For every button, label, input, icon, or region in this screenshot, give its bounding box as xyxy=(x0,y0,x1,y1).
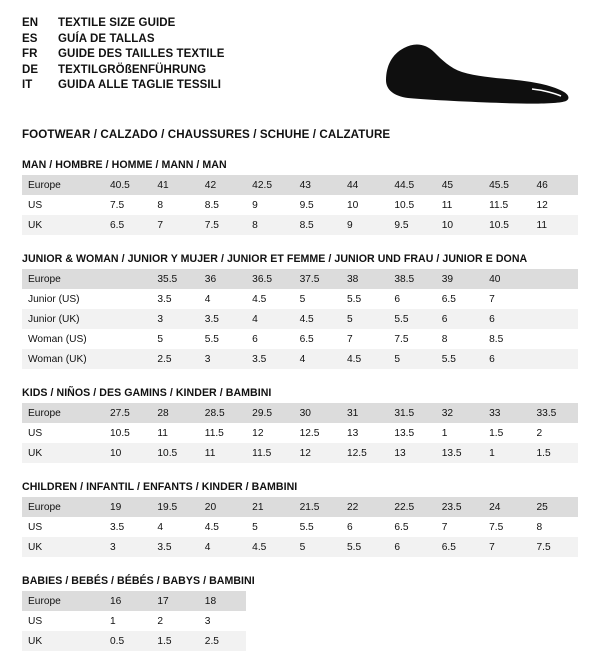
table-cell xyxy=(294,611,341,631)
table-cell: 7 xyxy=(483,537,530,557)
table-cell: 22 xyxy=(341,497,388,517)
table-cell: 9 xyxy=(341,215,388,235)
table-cell: 10 xyxy=(436,215,483,235)
language-title: TEXTILE SIZE GUIDE xyxy=(58,17,176,29)
table-cell: 42 xyxy=(199,175,246,195)
table-cell: 3 xyxy=(199,349,246,369)
table-cell: 6 xyxy=(436,309,483,329)
table-cell: 6 xyxy=(394,293,401,305)
size-tables xyxy=(22,159,578,651)
table-cell: 36 xyxy=(199,269,246,289)
table-row xyxy=(22,517,578,537)
table-row xyxy=(22,175,578,195)
table-cell: 5 xyxy=(299,293,306,305)
table-cell: 0.5 xyxy=(104,631,151,651)
language-code: IT xyxy=(22,79,33,92)
table-cell: 8.5 xyxy=(294,215,341,235)
table-cell: 29.5 xyxy=(246,403,293,423)
table-cell: 44 xyxy=(341,175,388,195)
table-cell: 45 xyxy=(436,175,483,195)
table-cell: 8 xyxy=(157,199,164,211)
table-cell: 4.5 xyxy=(246,537,293,557)
table-row xyxy=(22,195,578,215)
table-cell: 4.5 xyxy=(341,349,388,369)
language-code: FR xyxy=(22,48,38,61)
table-row xyxy=(22,329,578,349)
table-cell xyxy=(531,611,578,631)
table-cell xyxy=(483,591,530,611)
table-cell: 8 xyxy=(441,333,448,345)
table-cell xyxy=(246,611,293,631)
table-cell: 43 xyxy=(294,175,341,195)
table-cell: 21 xyxy=(246,497,293,517)
table-cell: 31.5 xyxy=(388,403,435,423)
table-cell: 2 xyxy=(157,615,164,627)
table-cell: 40 xyxy=(483,269,530,289)
table-cell xyxy=(531,591,578,611)
table-cell xyxy=(531,329,578,349)
table-cell: 10.5 xyxy=(110,427,130,439)
table-cell xyxy=(104,309,151,329)
table-cell: 4 xyxy=(294,349,341,369)
table-cell: 3.5 xyxy=(246,349,293,369)
dress-shoe-icon xyxy=(382,36,572,106)
row-header: UK xyxy=(22,537,104,557)
table-cell: 5 xyxy=(341,309,388,329)
table-cell xyxy=(436,631,483,651)
table-cell: 5.5 xyxy=(341,537,388,557)
table-cell: 39 xyxy=(436,269,483,289)
table-cell: 28.5 xyxy=(199,403,246,423)
table-cell: 25 xyxy=(531,497,578,517)
size-table xyxy=(22,497,578,557)
table-row xyxy=(22,497,578,517)
size-table xyxy=(22,403,578,463)
table-row xyxy=(22,443,578,463)
table-cell: 12 xyxy=(294,443,341,463)
table-cell: 35.5 xyxy=(151,269,198,289)
table-cell xyxy=(104,329,151,349)
table-cell: 1.5 xyxy=(531,443,578,463)
size-table xyxy=(22,591,578,651)
table-cell: 13.5 xyxy=(394,427,415,439)
table-cell: 45.5 xyxy=(483,175,530,195)
table-row xyxy=(22,631,578,651)
table-row xyxy=(22,423,578,443)
table-cell: 36.5 xyxy=(246,269,293,289)
table-cell xyxy=(104,349,151,369)
table-cell: 23.5 xyxy=(436,497,483,517)
table-cell: 24 xyxy=(483,497,530,517)
table-row xyxy=(22,269,578,289)
table-cell: 1.5 xyxy=(151,631,198,651)
row-header: US xyxy=(28,199,43,211)
table-cell: 8 xyxy=(246,215,293,235)
table-cell xyxy=(483,611,530,631)
table-cell xyxy=(341,591,388,611)
table-cell: 7.5 xyxy=(199,215,246,235)
table-cell: 17 xyxy=(151,591,198,611)
table-cell: 6 xyxy=(483,349,530,369)
section-title: BABIES / BEBÉS / BÉBÉS / BABYS / BAMBINI xyxy=(22,575,255,587)
table-cell xyxy=(531,309,578,329)
table-row xyxy=(22,309,578,329)
table-cell: 11 xyxy=(157,427,168,439)
table-cell: 6 xyxy=(346,521,353,533)
table-cell: 19.5 xyxy=(151,497,198,517)
table-cell xyxy=(531,289,578,309)
table-cell: 1.5 xyxy=(489,427,504,439)
language-code: EN xyxy=(22,17,39,29)
table-cell: 7 xyxy=(151,215,198,235)
table-cell: 5.5 xyxy=(204,333,219,345)
table-cell: 4 xyxy=(204,293,211,305)
table-cell: 9.5 xyxy=(388,215,435,235)
table-cell: 19 xyxy=(104,497,151,517)
table-cell: 6.5 xyxy=(436,537,483,557)
size-section xyxy=(22,387,578,463)
table-cell: 3.5 xyxy=(110,521,125,533)
category-line: FOOTWEAR / CALZADO / CHAUSSURES / SCHUHE / CALZATURE xyxy=(22,128,391,141)
size-section xyxy=(22,575,578,651)
table-cell: 8.5 xyxy=(204,199,219,211)
table-row xyxy=(22,611,578,631)
table-cell: 4.5 xyxy=(252,293,267,305)
row-header: Woman (US) xyxy=(28,333,87,345)
table-cell: 22.5 xyxy=(388,497,435,517)
row-header: Europe xyxy=(22,269,104,289)
table-cell: 5 xyxy=(294,537,341,557)
table-cell: 4.5 xyxy=(204,521,219,533)
size-section xyxy=(22,253,578,369)
table-cell xyxy=(388,631,435,651)
table-cell: 16 xyxy=(104,591,151,611)
table-cell: 4 xyxy=(157,521,164,533)
table-cell: 3.5 xyxy=(157,293,172,305)
table-cell: 7 xyxy=(346,333,353,345)
table-cell xyxy=(436,611,483,631)
row-header: UK xyxy=(22,215,104,235)
table-cell: 6 xyxy=(388,537,435,557)
language-title: GUIDE DES TAILLES TEXTILE xyxy=(58,48,225,61)
table-cell: 30 xyxy=(294,403,341,423)
row-header: Junior (US) xyxy=(28,293,80,305)
table-cell xyxy=(104,289,151,309)
table-cell: 33.5 xyxy=(531,403,578,423)
table-cell: 3 xyxy=(104,537,151,557)
table-cell: 10 xyxy=(346,199,359,211)
table-cell: 6 xyxy=(483,309,530,329)
table-cell: 8 xyxy=(536,521,543,533)
table-cell: 12 xyxy=(252,427,264,439)
table-cell: 42.5 xyxy=(246,175,293,195)
table-cell: 18 xyxy=(199,591,246,611)
row-header: Europe xyxy=(22,175,104,195)
table-cell: 40.5 xyxy=(104,175,151,195)
row-header: US xyxy=(28,615,43,627)
table-cell xyxy=(341,611,388,631)
row-header: UK xyxy=(22,443,104,463)
table-cell: 12 xyxy=(536,199,548,211)
table-cell xyxy=(531,631,578,651)
table-cell: 1 xyxy=(441,427,448,439)
table-cell xyxy=(531,269,578,289)
table-cell: 2 xyxy=(536,427,543,439)
section-title: CHILDREN / INFANTIL / ENFANTS / KINDER / BAMBINI xyxy=(22,481,298,493)
table-cell: 10.5 xyxy=(483,215,530,235)
table-cell: 7.5 xyxy=(110,199,125,211)
row-header: Europe xyxy=(22,591,104,611)
section-title: JUNIOR & WOMAN / JUNIOR Y MUJER / JUNIOR ET FEMME / JUNIOR UND FRAU / JUNIOR E DONA xyxy=(22,253,528,265)
size-section xyxy=(22,481,578,557)
size-section xyxy=(22,159,578,235)
table-row xyxy=(22,289,578,309)
table-cell: 3.5 xyxy=(151,537,198,557)
table-cell: 6.5 xyxy=(394,521,409,533)
table-cell: 11 xyxy=(199,443,246,463)
table-cell: 6.5 xyxy=(104,215,151,235)
size-table xyxy=(22,175,578,235)
table-cell: 41 xyxy=(151,175,198,195)
table-cell: 10 xyxy=(104,443,151,463)
table-cell xyxy=(388,591,435,611)
table-cell xyxy=(436,591,483,611)
table-row xyxy=(22,537,578,557)
table-cell: 9.5 xyxy=(299,199,314,211)
table-cell xyxy=(388,611,435,631)
table-cell: 33 xyxy=(483,403,530,423)
row-header: Europe xyxy=(22,403,104,423)
table-row xyxy=(22,403,578,423)
row-header: Woman (UK) xyxy=(22,349,104,369)
row-header: Europe xyxy=(22,497,104,517)
table-cell: 7 xyxy=(489,293,495,305)
table-row xyxy=(22,349,578,369)
table-cell: 5.5 xyxy=(436,349,483,369)
table-cell: 3 xyxy=(204,615,211,627)
table-cell: 37.5 xyxy=(294,269,341,289)
table-cell: 21.5 xyxy=(294,497,341,517)
table-cell: 13 xyxy=(346,427,359,439)
table-cell xyxy=(104,269,151,289)
table-cell: 5.5 xyxy=(388,309,435,329)
table-cell: 7.5 xyxy=(489,521,504,533)
row-header: UK xyxy=(22,631,104,651)
table-cell: 4.5 xyxy=(294,309,341,329)
language-title: GUÍA DE TALLAS xyxy=(58,32,155,45)
table-cell: 5 xyxy=(157,333,164,345)
table-cell xyxy=(341,631,388,651)
section-title: MAN / HOMBRE / HOMME / MANN / MAN xyxy=(22,159,227,171)
table-cell: 28 xyxy=(151,403,198,423)
table-cell: 8.5 xyxy=(489,333,504,345)
table-cell: 11 xyxy=(441,199,453,211)
table-cell: 9 xyxy=(252,199,258,211)
table-cell xyxy=(246,591,293,611)
table-cell: 11.5 xyxy=(246,443,293,463)
table-cell xyxy=(294,631,341,651)
table-cell: 4 xyxy=(199,537,246,557)
row-header: US xyxy=(28,427,43,439)
table-cell: 7 xyxy=(441,521,448,533)
row-header: Junior (UK) xyxy=(22,309,104,329)
table-cell: 2.5 xyxy=(151,349,198,369)
table-cell: 1 xyxy=(483,443,530,463)
table-cell: 7.5 xyxy=(531,537,578,557)
table-cell: 13.5 xyxy=(436,443,483,463)
header xyxy=(22,16,578,112)
language-row xyxy=(22,16,578,32)
table-cell: 10.5 xyxy=(151,443,198,463)
table-cell: 10.5 xyxy=(394,199,415,211)
table-cell: 46 xyxy=(531,175,578,195)
table-cell: 32 xyxy=(436,403,483,423)
size-table xyxy=(22,269,578,369)
table-cell xyxy=(483,631,530,651)
table-cell: 1 xyxy=(110,615,116,627)
table-cell: 12.5 xyxy=(299,427,320,439)
table-cell: 4 xyxy=(246,309,293,329)
table-cell: 3 xyxy=(151,309,198,329)
language-code: ES xyxy=(22,32,38,45)
table-cell: 20 xyxy=(199,497,246,517)
table-cell: 11.5 xyxy=(489,199,509,211)
table-cell: 5 xyxy=(388,349,435,369)
table-cell: 2.5 xyxy=(199,631,246,651)
table-cell: 5 xyxy=(252,521,258,533)
table-cell: 38 xyxy=(341,269,388,289)
table-cell xyxy=(246,631,293,651)
table-cell: 27.5 xyxy=(104,403,151,423)
table-cell: 13 xyxy=(388,443,435,463)
table-cell: 6.5 xyxy=(441,293,456,305)
table-cell: 5.5 xyxy=(299,521,314,533)
language-title: TEXTILGRÖßENFÜHRUNG xyxy=(58,63,207,76)
table-cell: 6 xyxy=(252,333,258,345)
table-cell: 6.5 xyxy=(299,333,314,345)
table-cell: 31 xyxy=(341,403,388,423)
table-cell: 7.5 xyxy=(394,333,409,345)
table-cell: 11 xyxy=(531,215,578,235)
row-header: US xyxy=(28,521,43,533)
table-cell: 11.5 xyxy=(204,427,224,439)
table-cell: 3.5 xyxy=(199,309,246,329)
table-row xyxy=(22,591,578,611)
table-row xyxy=(22,215,578,235)
language-title: GUIDA ALLE TAGLIE TESSILI xyxy=(58,79,222,92)
table-cell: 44.5 xyxy=(388,175,435,195)
table-cell: 38.5 xyxy=(388,269,435,289)
table-cell: 12.5 xyxy=(341,443,388,463)
language-code: DE xyxy=(22,63,39,76)
table-cell xyxy=(294,591,341,611)
table-cell: 5.5 xyxy=(346,293,362,305)
section-title: KIDS / NIÑOS / DES GAMINS / KINDER / BAMBINI xyxy=(22,387,272,399)
table-cell xyxy=(531,349,578,369)
